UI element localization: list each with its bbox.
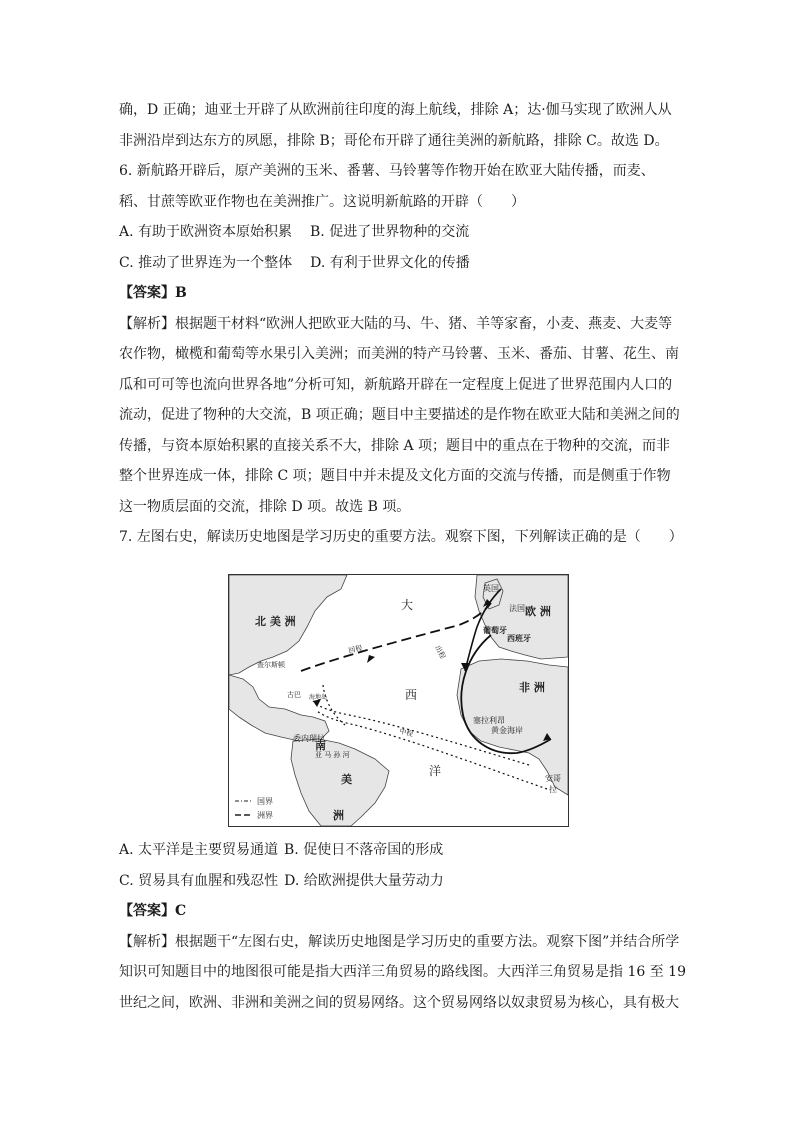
q7-options-row-1: [119, 835, 679, 866]
label-africa: 非 洲: [519, 681, 545, 694]
label-portugal: 葡萄牙: [483, 626, 507, 635]
label-angola-1: 安哥: [545, 774, 561, 783]
answer-7: 【答案】C: [119, 903, 187, 919]
text-line: 确，D 正确；迪亚士开辟了从欧洲前往印度的海上航线，排除 A；达·伽马实现了欧洲人从: [119, 102, 672, 118]
map-legend: [235, 797, 273, 820]
explanation-6: 农作物，橄榄和葡萄等水果引入美洲；而美洲的特产马铃薯、玉米、番茄、甘薯、花生、南: [119, 346, 679, 362]
legend-border: 国界: [257, 797, 273, 806]
q7-option-c: C. 贸易具有血腥和残忍性: [119, 872, 279, 889]
label-atlantic-da: 大: [401, 598, 414, 612]
answer-6: 【答案】B: [119, 285, 187, 301]
label-europe: 欧 洲: [525, 605, 551, 618]
label-atlantic-xi: 西: [405, 688, 418, 702]
text-line: 非洲沿岸到达东方的夙愿，排除 B；哥伦布开辟了通往美洲的新航路，排除 C。故选 D。: [119, 132, 669, 149]
explanation-7: 【解析】根据题干“左图右史，解读历史地图是学习历史的重要方法。观察下图”并结合所学: [119, 933, 680, 950]
label-outward: 出程: [433, 644, 447, 661]
question-6: 6. 新航路开辟后，原产美洲的玉米、番薯、马铃薯等作物开始在欧亚大陆传播，而麦、: [119, 163, 655, 179]
caribbean-land: [229, 675, 329, 741]
label-spain: 西班牙: [507, 634, 531, 643]
label-gold-coast: 黄金海岸: [491, 726, 523, 735]
label-haiti: 海地岛: [309, 694, 328, 701]
explanation-6: 【解析】根据题干材料“欧洲人把欧亚大陆的马、牛、猪、羊等家畜，小麦、燕麦、大麦等: [119, 315, 673, 332]
label-north-america: 北 美 洲: [255, 615, 296, 628]
q6-option-a: A. 有助于欧洲资本原始积累: [119, 224, 293, 240]
map-svg: [229, 575, 568, 826]
label-england: 英国: [483, 584, 499, 593]
q6-option-b: B. 促进了世界物种的交流: [310, 224, 470, 240]
explanation-7: 知识可知题目中的地图很可能是指大西洋三角贸易的路线图。大西洋三角贸易是指 16 至 19: [119, 964, 686, 980]
label-atlantic-yang: 洋: [429, 764, 442, 778]
question-7: 7. 左图右史，解读历史地图是学习历史的重要方法。观察下图，下列解读正确的是（ ）: [119, 529, 683, 545]
q7-options-row-2: [119, 866, 679, 897]
q6-options-row-2: [119, 248, 679, 279]
explanation-6: 这一物质层面的交流，排除 D 项。故选 B 项。: [119, 498, 411, 515]
label-venezuela: 委内瑞拉: [293, 734, 325, 743]
q6-option-d: D. 有利于世界文化的传播: [310, 254, 470, 271]
label-middle-passage: 中程: [398, 727, 415, 739]
q7-option-a: A. 太平洋是主要贸易通道: [119, 842, 279, 858]
middle-passage-route-3: [323, 685, 345, 725]
q7-option-b: B. 促使日不落帝国的形成: [284, 842, 444, 858]
document-page: [119, 95, 683, 553]
label-charleston: 查尔斯顿: [257, 661, 285, 669]
route-arrow: [367, 655, 375, 663]
label-south-mei: 美: [341, 773, 352, 786]
label-angola-2: 拉: [549, 785, 557, 794]
label-homeward: 回程: [347, 644, 364, 655]
q7-option-d: D. 给欧洲提供大量劳动力: [284, 872, 444, 889]
label-amazon: 亚 马 孙 河: [315, 751, 350, 759]
question-6-cont: 稻、甘蔗等欧亚作物也在美洲推广。这说明新航路的开辟（ ）: [119, 193, 525, 210]
label-cuba: 古巴: [287, 691, 301, 699]
label-france: 法国: [509, 604, 525, 613]
q6-options-row-1: [119, 217, 679, 248]
explanation-6: 瓜和可可等也流向世界各地”分析可知，新航路开辟在一定程度上促进了世界范围内人口的: [119, 376, 673, 393]
homeward-route: [301, 603, 491, 671]
triangular-trade-map: [228, 574, 569, 827]
explanation-6: 流动，促进了物种的大交流，B 项正确；题目中主要描述的是作物在欧亚大陆和美洲之间的: [119, 407, 680, 423]
document-page-lower: [119, 835, 686, 1018]
label-south-zhou: 洲: [333, 809, 344, 822]
label-sierra-leone: 塞拉利昂: [473, 716, 505, 725]
legend-continent: 洲界: [257, 811, 273, 820]
explanation-7: 世纪之间，欧洲、非洲和美洲之间的贸易网络。这个贸易网络以奴隶贸易为核心，具有极大: [119, 994, 679, 1011]
label-south-nan: 南: [315, 739, 326, 752]
q6-option-c: C. 推动了世界连为一个整体: [119, 254, 293, 271]
explanation-6: 整个世界连成一体，排除 C 项；题目中并未提及文化方面的交流与传播，而是侧重于作物: [119, 468, 671, 484]
explanation-6: 传播，与资本原始积累的直接关系不大，排除 A 项；题目中的重点在于物种的交流，而非: [119, 437, 671, 454]
